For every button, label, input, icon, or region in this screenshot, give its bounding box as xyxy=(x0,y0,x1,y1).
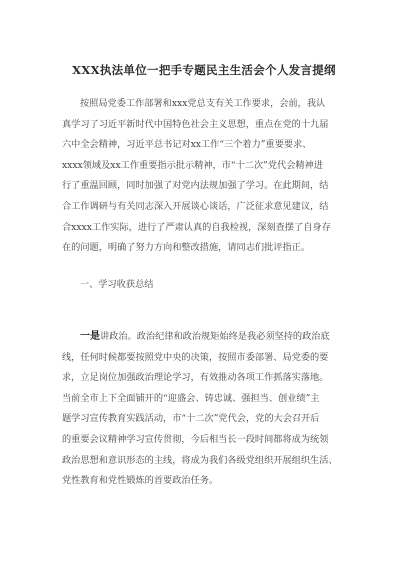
paragraph-line: 的重要会议精神学习宣传贯彻，今后相当长一段时间都将成为统领 xyxy=(62,433,329,445)
intro-paragraph xyxy=(62,94,348,259)
paragraph-line: 合工作调研与有关同志深入开展谈心谈话，广泛征求意见建议，结 xyxy=(62,200,329,212)
paragraph-line: 线，任何时候都要按照党中央的决策，按照市委部署、局党委的要 xyxy=(62,351,329,363)
section-heading: 一、学习收获总结 xyxy=(80,279,154,290)
bold-lead-text: 一是 xyxy=(80,331,100,342)
paragraph-line xyxy=(62,327,348,348)
paragraph-line: 真学习了习近平新时代中国特色社会主义思想，重点在党的十九届 xyxy=(62,118,329,130)
paragraph-line: 党性教育和党性锻炼的首要政治任务。 xyxy=(62,475,219,487)
paragraph-line: 题学习宣传教育实践活动，市“十二次”党代会，党的大会召开后 xyxy=(62,413,320,425)
paragraph-line: 按照局党委工作部署和xxx党总支有关工作要求，会前，我认 xyxy=(80,98,326,109)
paragraph-line: xxxx领域及xx工作重要指示批示精神，市“十二次”党代会精神进 xyxy=(62,159,323,171)
paragraph-line: 在的问题，明确了努力方向和整改措施，请同志们批评指正。 xyxy=(62,242,311,254)
paragraph-line: 六中全会精神，习近平总书记对xx工作“三个着力”重要要求、 xyxy=(62,139,312,151)
paragraph-line: 求，立足岗位加强政治理论学习，有效推动各项工作抓落实落地。 xyxy=(62,372,329,384)
paragraph-line: 当前全市上下全面铺开的“迎盛会、铸忠诚、强担当、创业绩”主 xyxy=(62,392,320,404)
paragraph-line: 合xxxx工作实际，进行了严肃认真的自我检视，深刻查摆了自身存 xyxy=(62,221,331,233)
paragraph-line: 政治思想和意识形态的主线，将成为我们各级党组织开展组织生活、 xyxy=(62,454,338,466)
lead-line-text: 讲政治。政治纪律和政治规矩始终是我必须坚持的政治底 xyxy=(100,331,330,342)
section-paragraph xyxy=(62,327,348,492)
document-title: XXX执法单位一把手专题民主生活会个人发言提纲 xyxy=(72,63,336,77)
paragraph-line: 行了重温回顾，同时加强了对党内法规加强了学习。在此期间，结 xyxy=(62,180,329,192)
